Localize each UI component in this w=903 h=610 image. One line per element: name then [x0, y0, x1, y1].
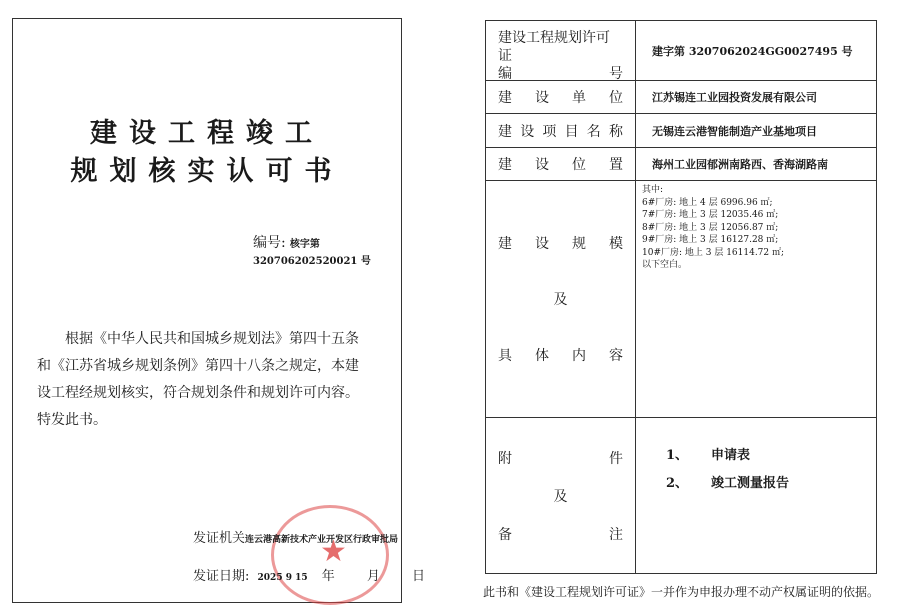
certificate-number [253, 232, 401, 268]
issue-date-ymd: 年 月 日 [321, 569, 440, 584]
body-line-2: 和《江苏省城乡规划条例》第四十八条之规定，本建 [37, 358, 359, 374]
attach-label-line3: 备 注 [498, 527, 623, 543]
scale-item: 7#厂房: 地上 3 层 12035.46 ㎡; [642, 210, 779, 220]
official-seal [271, 505, 389, 605]
scale-label-line3: 具 体 内 容 [498, 348, 623, 364]
permit-no-label-cell [486, 21, 636, 81]
permit-no-value-cell [636, 21, 876, 81]
cert-no-label: 编号: [253, 235, 286, 251]
attachment-item [666, 444, 750, 463]
body-line-3: 设工程经规划核实，符合规划条件和规划许可内容。 [37, 385, 359, 401]
issue-date [193, 565, 439, 584]
permit-no-value: 建字第 3207062024GG0027495 号 [652, 44, 853, 58]
attach-label-cell [486, 418, 636, 573]
scale-item: 10#厂房: 地上 3 层 16114.72 ㎡; [642, 247, 785, 258]
scale-item: 以下空白。 [642, 260, 688, 270]
location-value-cell [636, 148, 876, 181]
scale-item: 8#厂房: 地上 3 层 12056.87 ㎡; [642, 222, 779, 233]
title-line-1: 建设工程竣工 [90, 118, 324, 149]
title-line-2: 规划核实认可书 [70, 156, 344, 187]
scale-item: 其中: [642, 185, 664, 195]
unit-label: 建 设 单 位 [498, 90, 623, 106]
permit-no-label-line2b: 号 [609, 66, 623, 82]
scale-list [636, 181, 876, 275]
permit-no-label-line2a: 编 [498, 66, 512, 82]
attach-value-cell [636, 418, 876, 573]
attachment-text: 竣工测量报告 [711, 476, 790, 491]
issue-date-stamp: 2025 9 15 [257, 573, 308, 583]
certificate-body [37, 326, 393, 434]
attachment-num: 1、 [666, 448, 689, 463]
issuing-authority [193, 527, 398, 546]
footer-note: 此书和《建设工程规划许可证》一并作为申报办理不动产权属证明的依据。 [483, 585, 880, 599]
permit-no-label-line1: 建设工程规划许可证 [498, 30, 610, 64]
certificate-detail-table [485, 20, 877, 574]
body-line-4: 特发此书。 [37, 412, 107, 428]
location-value: 海州工业园郁洲南路西、香海湖路南 [652, 158, 828, 171]
scale-label-line2: 及 [553, 292, 568, 308]
scale-label-line1: 建 设 规 模 [498, 236, 623, 252]
issuer-value: 连云港高新技术产业开发区行政审批局 [245, 535, 399, 545]
project-value-cell [636, 114, 876, 148]
location-label: 建 设 位 置 [498, 157, 623, 173]
attachment-num: 2、 [666, 476, 689, 491]
attachment-item [666, 472, 789, 491]
unit-value-cell [636, 81, 876, 114]
issue-date-label: 发证日期: [193, 569, 250, 584]
unit-value: 江苏锡连工业园投资发展有限公司 [652, 91, 817, 104]
project-label: 建 设 项 目 名 称 [498, 123, 623, 140]
project-label-cell [486, 114, 636, 148]
location-label-cell [486, 148, 636, 181]
attach-label-line1: 附 件 [498, 451, 623, 467]
scale-item: 9#厂房: 地上 3 层 16127.28 ㎡; [642, 235, 779, 245]
project-value: 无锡连云港智能制造产业基地项目 [652, 124, 817, 138]
body-line-1: 根据《中华人民共和国城乡规划法》第四十五条 [65, 331, 359, 347]
scale-value-cell [636, 181, 876, 418]
attachment-text: 申请表 [711, 448, 751, 463]
unit-label-cell [486, 81, 636, 114]
scale-item: 6#厂房: 地上 4 层 6996.96 ㎡; [642, 197, 773, 208]
seal-star-icon: ★ [320, 534, 347, 569]
cert-no-value: 核字第 320706202520021 号 [253, 239, 371, 267]
issuer-label: 发证机关 [193, 531, 246, 546]
attach-label-line2: 及 [553, 489, 568, 505]
certificate-cover-page [12, 18, 440, 603]
scale-label-cell [486, 181, 636, 418]
